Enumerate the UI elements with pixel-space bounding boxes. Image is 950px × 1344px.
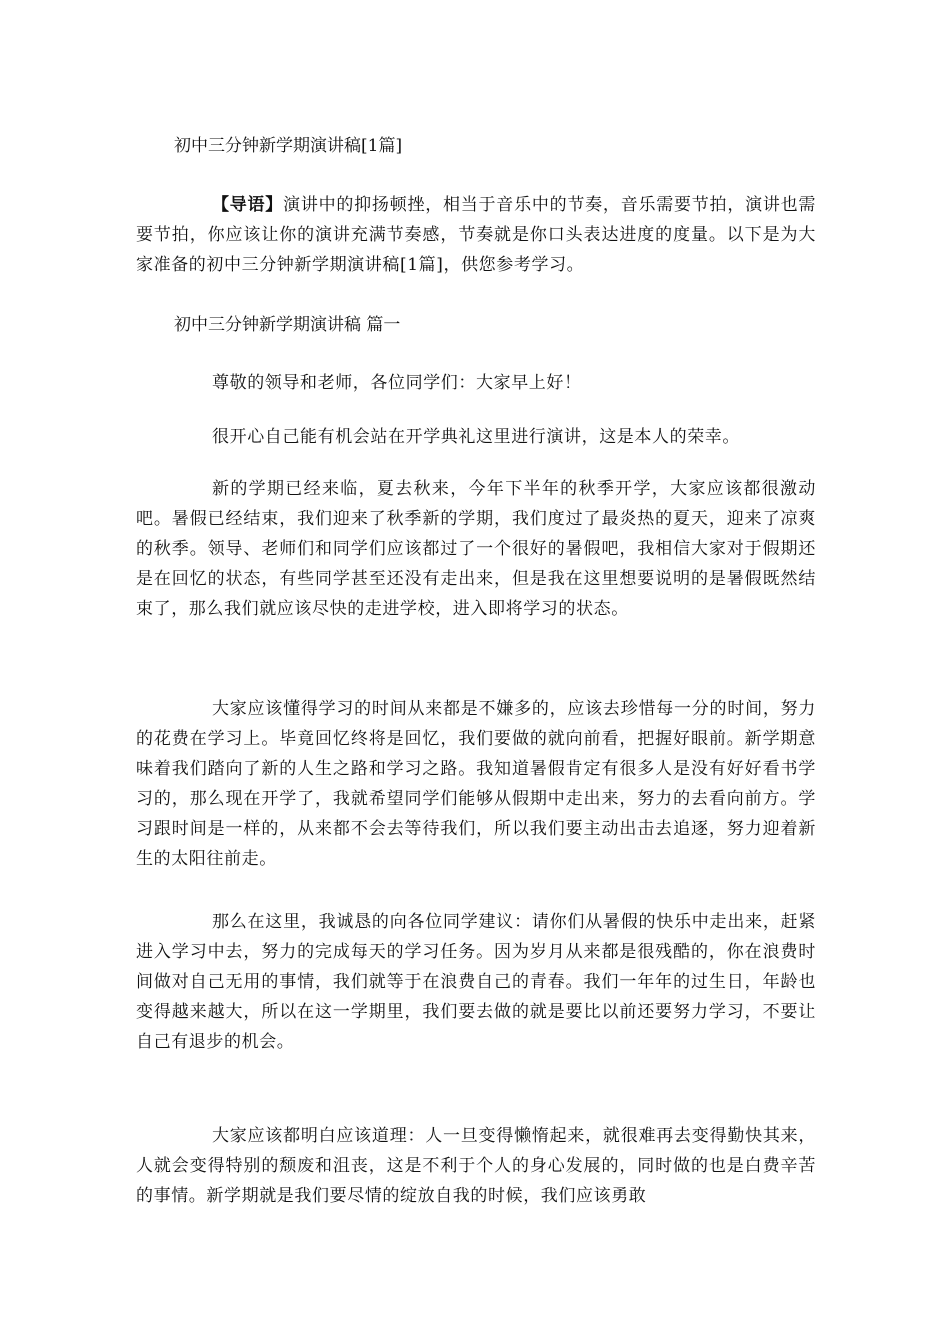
paragraph-opening: 很开心自己能有机会站在开学典礼这里进行演讲，这是本人的荣幸。 <box>212 427 740 447</box>
paragraph-suggestion: 那么在这里，我诚恳的向各位同学建议：请你们从暑假的快乐中走出来，赶紧进入学习中去，努力的完成每天的学习任务。因为岁月从来都是很残酷的，你在浪费时间做对自己无用的事情，我们就等于在浪费自己的青春。我们一年年的过生日，年龄也变得越来越大，所以在这一学期里，我们要去做的就是要比以前还要努力学习，不要让自己有退步的机会。 <box>136 912 816 1052</box>
section-title: 初中三分钟新学期演讲稿 篇一 <box>174 315 401 335</box>
intro-text: 演讲中的抑扬顿挫，相当于音乐中的节奏，音乐需要节拍，演讲也需要节拍，你应该让你的演讲充满节奏感，节奏就是你口头表达进度的度量。以下是为大家准备的初中三分钟新学期演讲稿[1篇]，供您参考学习。 <box>136 195 816 275</box>
paragraph-new-semester: 新的学期已经来临，夏去秋来，今年下半年的秋季开学，大家应该都很激动吧。暑假已经结束，我们迎来了秋季新的学期，我们度过了最炎热的夏天，迎来了凉爽的秋季。领导、老师们和同学们应该都过了一个很好的暑假吧，我相信大家对于假期还是在回忆的状态，有些同学甚至还没有走出来，但是我在这里想要说明的是暑假既然结束了，那么我们就应该尽快的走进学校，进入即将学习的状态。 <box>136 479 816 619</box>
paragraph-diligence: 大家应该都明白应该道理：人一旦变得懒惰起来，就很难再去变得勤快其来，人就会变得特别的颓废和沮丧，这是不利于个人的身心发展的，同时做的也是白费辛苦的事情。新学期就是我们要尽情的绽放自我的时候，我们应该勇敢 <box>136 1126 816 1206</box>
document-title: 初中三分钟新学期演讲稿[1篇] <box>174 136 403 156</box>
paragraph-greeting: 尊敬的领导和老师，各位同学们：大家早上好！ <box>212 373 582 393</box>
intro-lead-label: 【导语】 <box>212 195 284 215</box>
intro-paragraph <box>136 190 816 280</box>
paragraph-study-time: 大家应该懂得学习的时间从来都是不嫌多的，应该去珍惜每一分的时间，努力的花费在学习上。毕竟回忆终将是回忆，我们要做的就向前看，把握好眼前。新学期意味着我们踏向了新的人生之路和学习之路。我知道暑假肯定有很多人是没有好好看书学习的，那么现在开学了，我就希望同学们能够从假期中走出来，努力的去看向前方。学习跟时间是一样的，从来都不会去等待我们，所以我们要主动出击去追逐，努力迎着新生的太阳往前走。 <box>136 699 816 869</box>
